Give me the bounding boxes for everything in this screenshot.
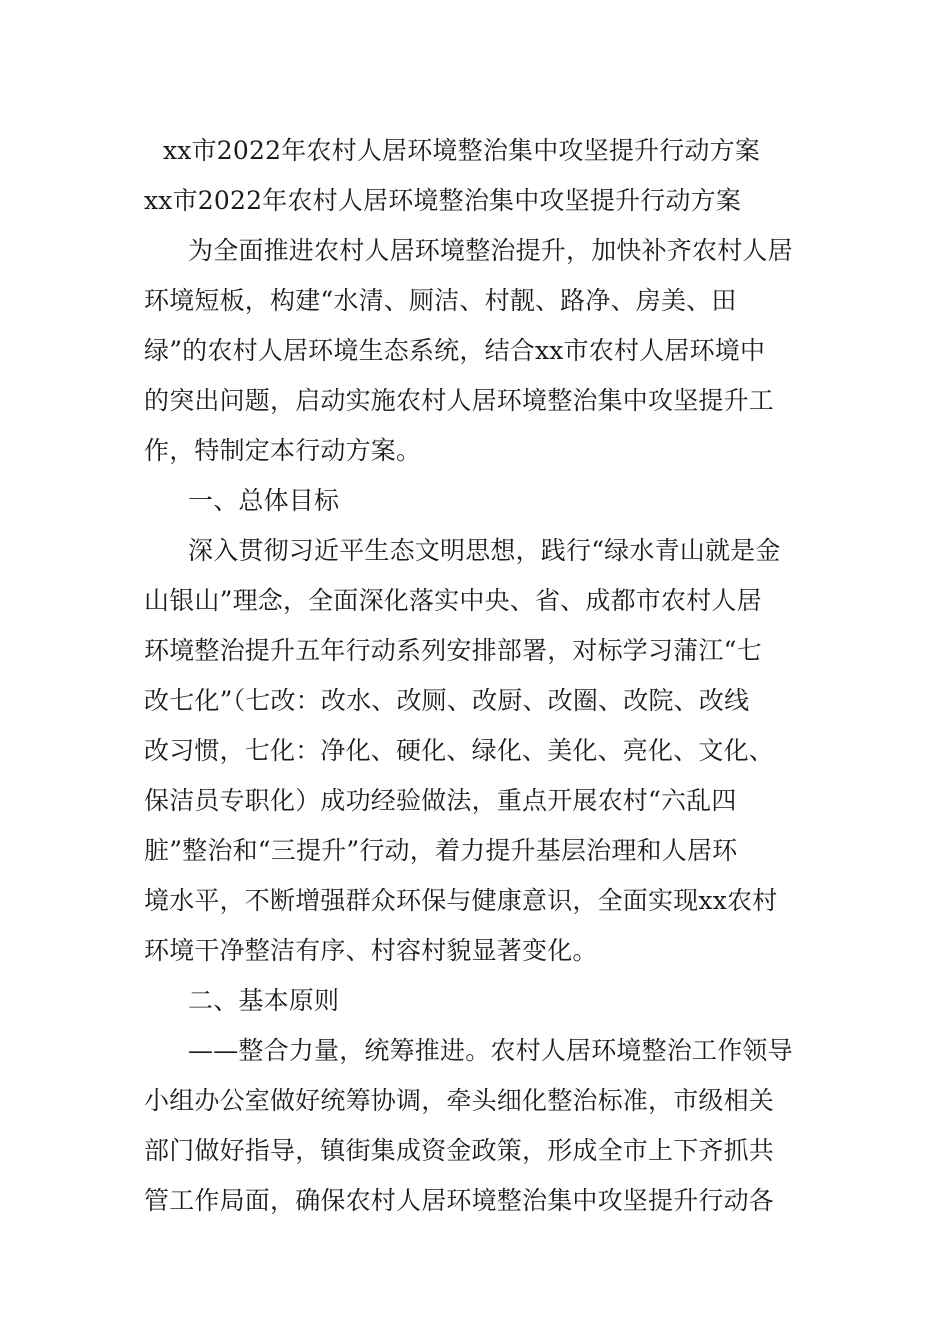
section1-paragraph-line: 深入贯彻习近平生态文明思想，践行“绿水青山就是金 <box>188 536 781 565</box>
intro-paragraph-line: 作，特制定本行动方案。 <box>144 436 422 465</box>
section2-paragraph-line: 小组办公室做好统筹协调，牵头细化整治标准，市级相关 <box>144 1086 775 1115</box>
section2-paragraph-line: 部门做好指导，镇街集成资金政策，形成全市上下齐抓共 <box>144 1136 775 1165</box>
section1-paragraph-line: 环境干净整洁有序、村容村貌显著变化。 <box>144 936 598 965</box>
intro-paragraph-line: 为全面推进农村人居环境整治提升，加快补齐农村人居 <box>188 236 793 265</box>
section1-paragraph-line: 山银山”理念，全面深化落实中央、省、成都市农村人居 <box>144 586 762 615</box>
intro-paragraph-line: 的突出问题，启动实施农村人居环境整治集中攻坚提升工 <box>144 386 775 415</box>
document-title-line-2: xx市2022年农村人居环境整治集中攻坚提升行动方案 <box>144 186 742 215</box>
intro-paragraph-line: 绿”的农村人居环境生态系统，结合xx市农村人居环境中 <box>144 336 766 365</box>
document-title-line-1: xx市2022年农村人居环境整治集中攻坚提升行动方案 <box>163 136 761 165</box>
section1-paragraph-line: 保洁员专职化）成功经验做法，重点开展农村“六乱四 <box>144 786 737 815</box>
section1-paragraph-line: 环境整治提升五年行动系列安排部署，对标学习蒲江“七 <box>144 636 762 665</box>
section-heading-overall-goal: 一、总体目标 <box>188 486 340 515</box>
section-heading-basic-principles: 二、基本原则 <box>188 986 340 1015</box>
intro-paragraph-line: 环境短板，构建“水清、厕洁、村靓、路净、房美、田 <box>144 286 737 315</box>
section1-paragraph-line: 改习惯，七化：净化、硬化、绿化、美化、亮化、文化、 <box>144 736 775 765</box>
section1-paragraph-line: 改七化”（七改：改水、改厕、改厨、改圈、改院、改线 <box>144 686 750 715</box>
section2-paragraph-line: 管工作局面，确保农村人居环境整治集中攻坚提升行动各 <box>144 1186 775 1215</box>
section1-paragraph-line: 境水平，不断增强群众环保与健康意识，全面实现xx农村 <box>144 886 778 915</box>
section1-paragraph-line: 脏”整治和“三提升”行动，着力提升基层治理和人居环 <box>144 836 738 865</box>
section2-paragraph-line: ——整合力量，统筹推进。农村人居环境整治工作领导 <box>188 1036 793 1065</box>
